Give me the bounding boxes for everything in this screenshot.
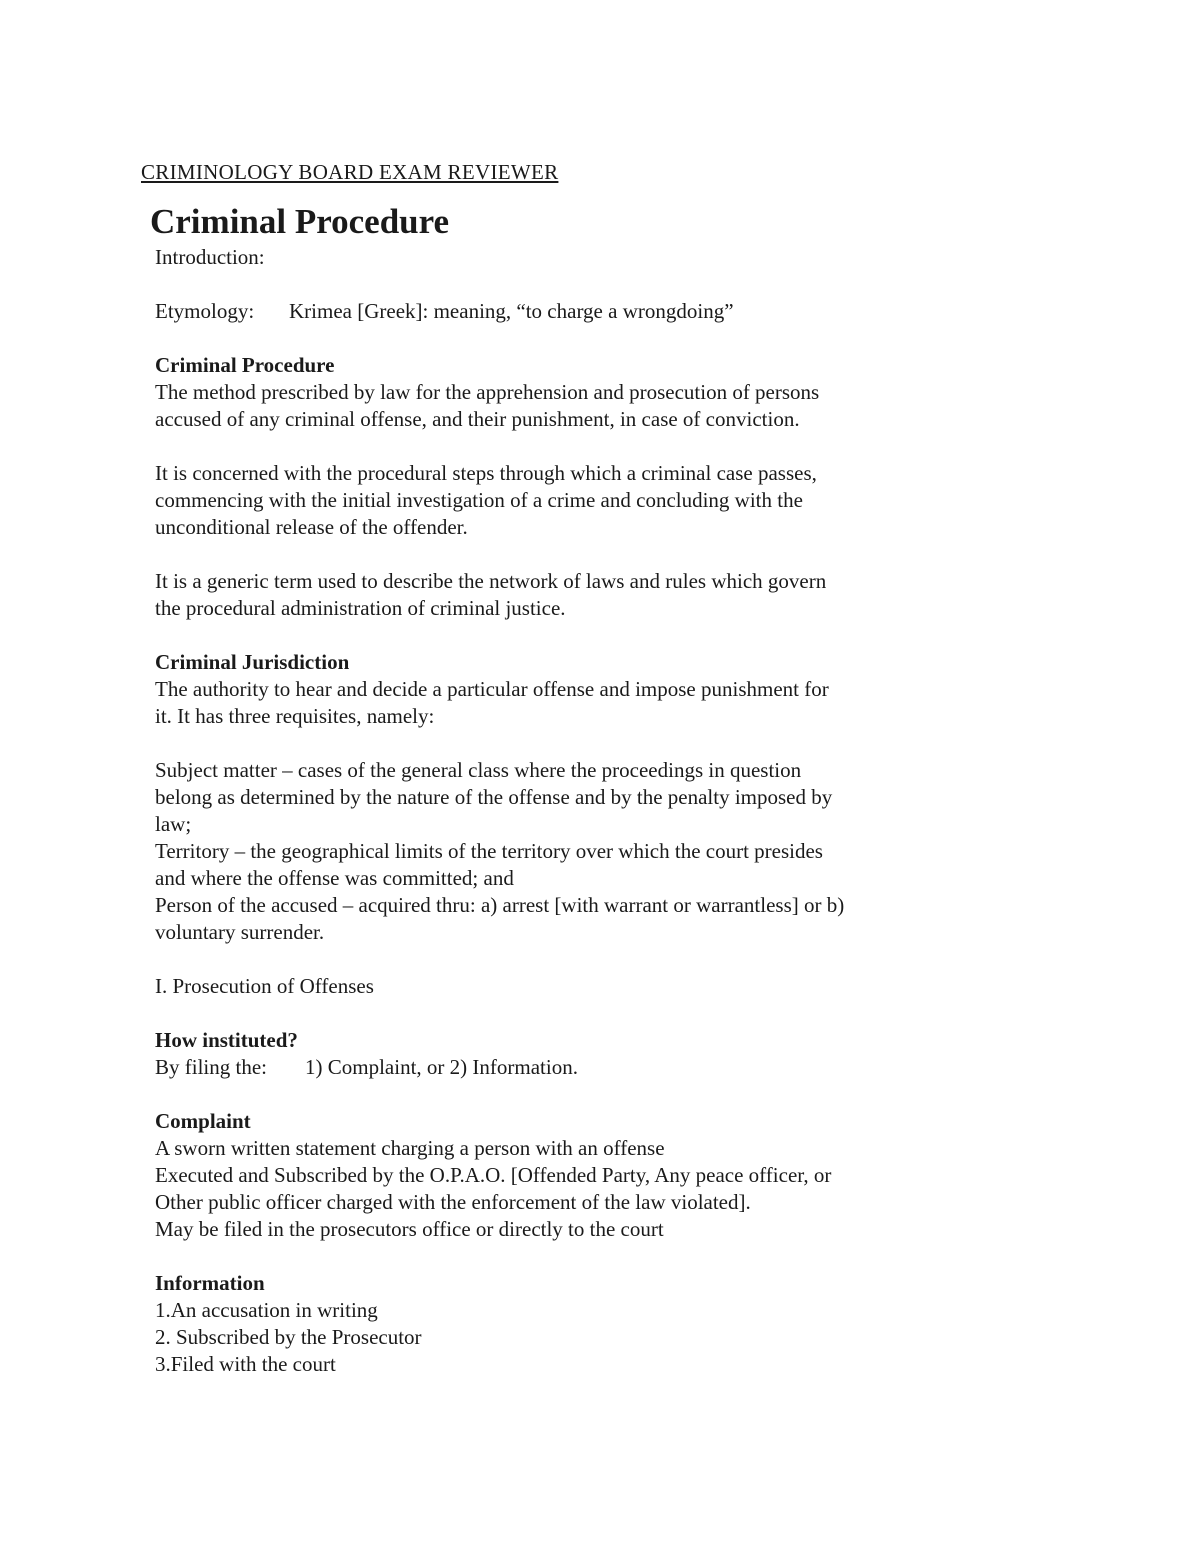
filing-label: By filing the: xyxy=(155,1055,267,1079)
information-line: 2. Subscribed by the Prosecutor xyxy=(155,1325,422,1349)
paragraph-line: the procedural administration of criminal justice. xyxy=(155,596,566,620)
complaint-line: A sworn written statement charging a person with an offense xyxy=(155,1136,665,1160)
information-line: 3.Filed with the court xyxy=(155,1352,336,1376)
complaint-line: Other public officer charged with the enforcement of the law violated]. xyxy=(155,1190,751,1214)
etymology-text: Krimea [Greek]: meaning, “to charge a wrongdoing” xyxy=(289,299,734,323)
etymology-label: Etymology: xyxy=(155,299,255,323)
document-kicker: CRIMINOLOGY BOARD EXAM REVIEWER xyxy=(141,160,559,184)
paragraph-line: accused of any criminal offense, and their punishment, in case of conviction. xyxy=(155,407,800,431)
complaint-line: May be filed in the prosecutors office or directly to the court xyxy=(155,1217,664,1241)
section-heading-criminal-jurisdiction: Criminal Jurisdiction xyxy=(155,650,350,674)
section-heading-information: Information xyxy=(155,1271,265,1295)
filing-text: 1) Complaint, or 2) Information. xyxy=(305,1055,578,1079)
information-line: 1.An accusation in writing xyxy=(155,1298,378,1322)
requisite-line: law; xyxy=(155,812,192,836)
requisite-line: Subject matter – cases of the general class where the proceedings in question xyxy=(155,758,802,782)
complaint-line: Executed and Subscribed by the O.P.A.O. [Offended Party, Any peace officer, or xyxy=(155,1163,832,1187)
intro-label: Introduction: xyxy=(155,245,265,269)
paragraph-line: commencing with the initial investigation of a crime and concluding with the xyxy=(155,488,803,512)
requisite-line: voluntary surrender. xyxy=(155,920,325,944)
section-heading-complaint: Complaint xyxy=(155,1109,251,1133)
filing-line xyxy=(155,1054,955,1081)
section-heading-criminal-procedure: Criminal Procedure xyxy=(155,353,335,377)
requisite-line: and where the offense was committed; and xyxy=(155,866,514,890)
document-title: Criminal Procedure xyxy=(150,202,450,241)
etymology-line xyxy=(155,298,955,325)
requisite-line: Territory – the geographical limits of the territory over which the court presides xyxy=(155,839,823,863)
paragraph-line: The method prescribed by law for the apprehension and prosecution of persons xyxy=(155,380,820,404)
paragraph-line: It is a generic term used to describe the network of laws and rules which govern xyxy=(155,569,827,593)
requisite-line: Person of the accused – acquired thru: a) arrest [with warrant or warrantless] or b) xyxy=(155,893,845,917)
paragraph-line: it. It has three requisites, namely: xyxy=(155,704,435,728)
section-heading-how-instituted: How instituted? xyxy=(155,1028,298,1052)
section-title-prosecution: I. Prosecution of Offenses xyxy=(155,974,374,998)
paragraph-line: It is concerned with the procedural steps through which a criminal case passes, xyxy=(155,461,817,485)
document-body xyxy=(155,244,955,1378)
paragraph-line: The authority to hear and decide a particular offense and impose punishment for xyxy=(155,677,829,701)
paragraph-line: unconditional release of the offender. xyxy=(155,515,468,539)
requisite-line: belong as determined by the nature of the offense and by the penalty imposed by xyxy=(155,785,833,809)
